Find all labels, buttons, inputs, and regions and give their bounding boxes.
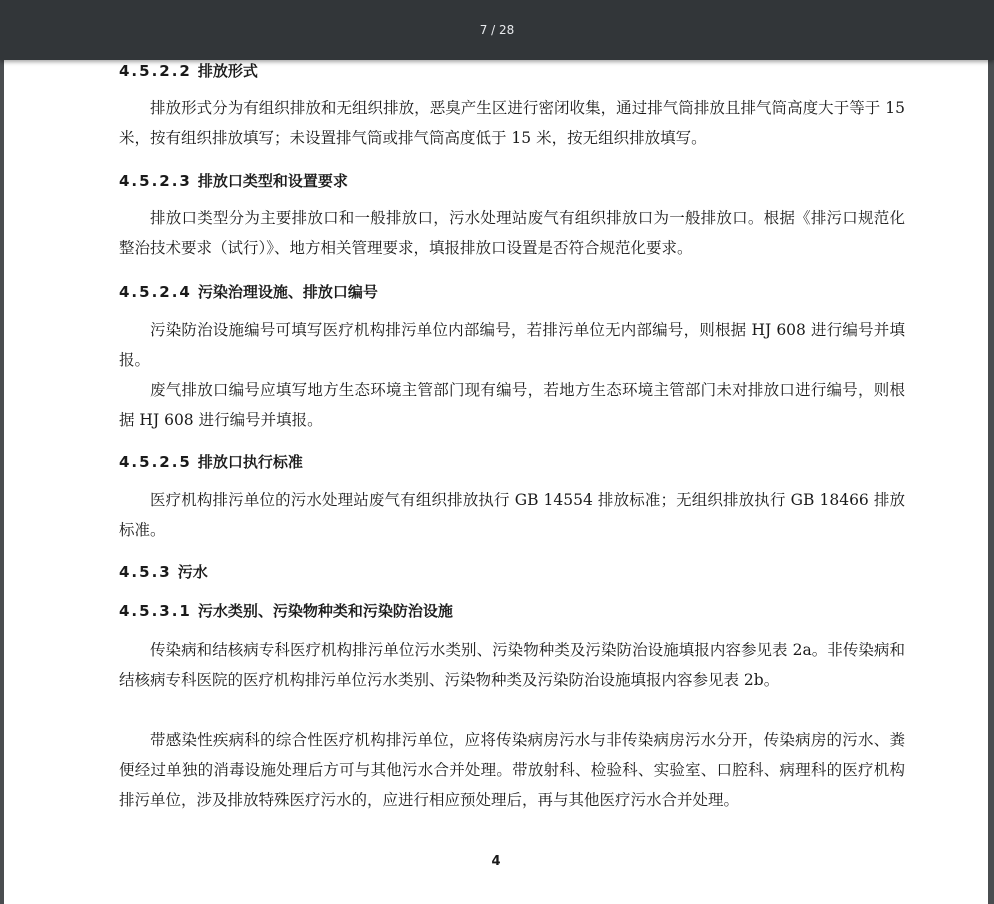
section-heading (119, 171, 348, 191)
section-number: 4.5.3.1 (119, 602, 192, 620)
section-title: 污水类别、污染物种类和污染防治设施 (197, 602, 453, 620)
section-title: 排放口类型和设置要求 (197, 172, 348, 190)
section-heading (119, 61, 258, 81)
section-number: 4.5.2.4 (119, 283, 192, 301)
section-title: 污染治理设施、排放口编号 (197, 283, 378, 301)
viewer-toolbar (0, 0, 994, 60)
document-page (4, 60, 988, 904)
page-number: 4 (491, 854, 501, 869)
section-heading (119, 452, 303, 472)
section-title: 排放口执行标准 (197, 453, 303, 471)
section-heading (119, 562, 208, 582)
section-heading (119, 282, 378, 302)
paragraph: 废气排放口编号应填写地方生态环境主管部门现有编号，若地方生态环境主管部门未对排放口进行编号，则根据 HJ 608 进行编号并填报。 (119, 381, 905, 429)
paragraph: 排放口类型分为主要排放口和一般排放口，污水处理站废气有组织排放口为一般排放口。根据《排污口规范化整治技术要求（试行）》、地方相关管理要求，填报排放口设置是否符合规范化要求。 (119, 209, 905, 257)
section-title: 排放形式 (197, 62, 258, 80)
viewer-scroll-gutter[interactable] (988, 60, 994, 904)
page-indicator[interactable]: 7 / 28 (479, 23, 515, 37)
paragraph: 污染防治设施编号可填写医疗机构排污单位内部编号，若排污单位无内部编号，则根据 HJ 608 进行编号并填报。 (119, 321, 905, 369)
section-heading (119, 601, 453, 621)
paragraph: 带感染性疾病科的综合性医疗机构排污单位，应将传染病房污水与非传染病房污水分开，传染病房的污水、粪便经过单独的消毒设施处理后方可与其他污水合并处理。带放射科、检验科、实验室、口腔科、病理科的医疗机构排污单位，涉及排放特殊医疗污水的，应进行相应预处理后，再与其他医疗污水合并处理。 (119, 731, 905, 809)
section-number: 4.5.2.5 (119, 453, 192, 471)
section-number: 4.5.2.2 (119, 62, 192, 80)
paragraph: 排放形式分为有组织排放和无组织排放，恶臭产生区进行密闭收集，通过排气筒排放且排气筒高度大于等于 15 米，按有组织排放填写；未设置排气筒或排气筒高度低于 15 米，按无组织排放填写。 (119, 99, 905, 147)
paragraph: 医疗机构排污单位的污水处理站废气有组织排放执行 GB 14554 排放标准；无组织排放执行 GB 18466 排放标准。 (119, 491, 905, 539)
section-number: 4.5.2.3 (119, 172, 192, 190)
paragraph: 传染病和结核病专科医疗机构排污单位污水类别、污染物种类及污染防治设施填报内容参见表 2a。非传染病和结核病专科医院的医疗机构排污单位污水类别、污染物种类及污染防治设施填报内容参见表 2b。 (119, 641, 905, 689)
section-number: 4.5.3 (119, 563, 172, 581)
section-title: 污水 (177, 563, 208, 581)
